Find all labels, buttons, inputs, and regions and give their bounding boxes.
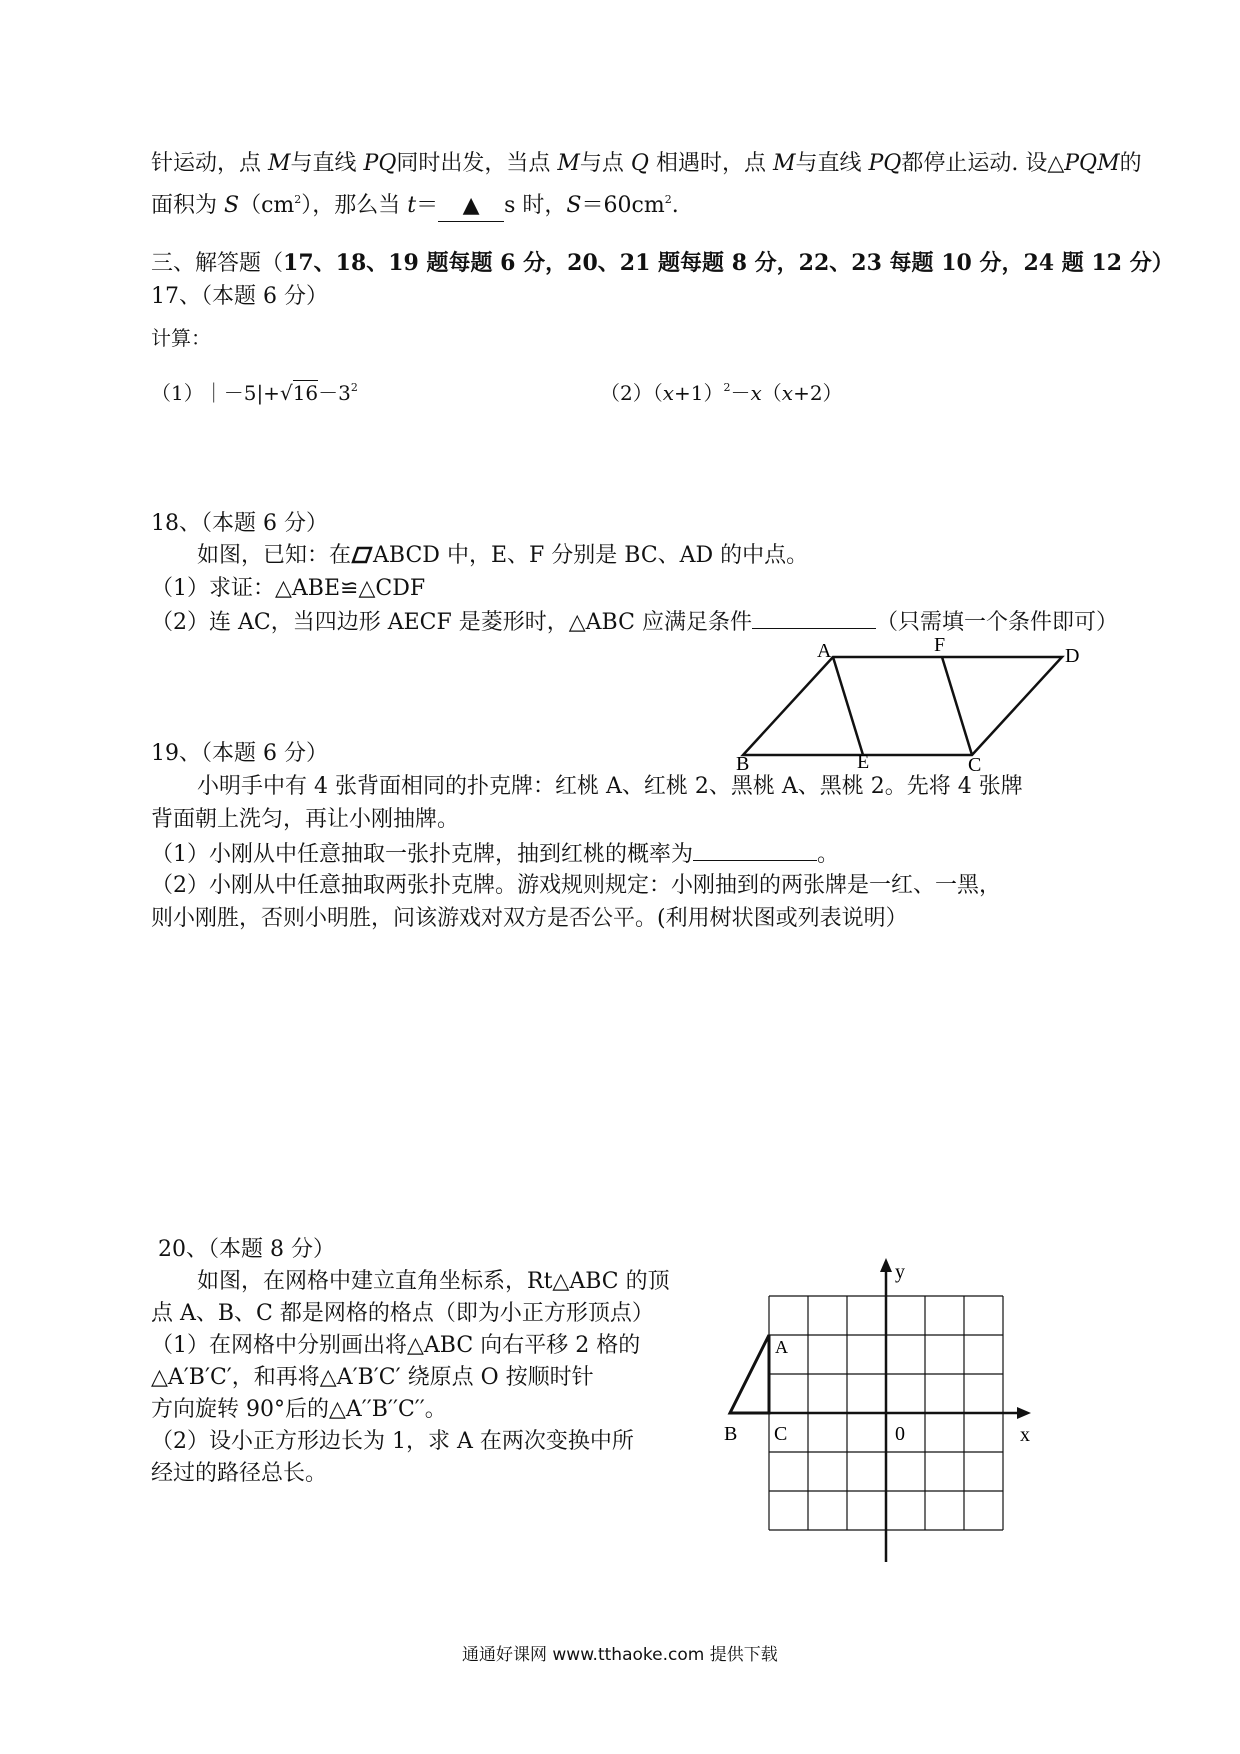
answer-blank bbox=[438, 191, 504, 222]
q20-line-1: 如图，在网格中建立直角坐标系，Rt△ABC 的顶 bbox=[197, 1269, 670, 1294]
section-3-heading: 三、解答题（17、18、19 题每题 6 分，20、21 题每题 8 分，22、23 每题 10 分，24 题 12 分） bbox=[151, 250, 1174, 276]
x-axis-arrow-icon bbox=[1017, 1407, 1031, 1419]
q16-line-1: 针运动，点 M与直线 PQ同时出发，当点 M与点 Q 相遇时，点 M与直线 PQ都停止运动. 设△PQM的 bbox=[151, 151, 1142, 176]
q18-part-2: （2）连 AC，当四边形 AECF 是菱形时，△ABC 应满足条件 （只需填一个条件即可） bbox=[151, 606, 1118, 638]
q20-line-4: △A′B′C′，和再将△A′B′C′ 绕原点 O 按顺时针 bbox=[151, 1365, 594, 1390]
footer: 通通好课网 www.tthaoke.com 提供下载 bbox=[462, 1645, 778, 1665]
q19-line-1: 小明手中有 4 张背面相同的扑克牌：红桃 A、红桃 2、黑桃 A、黑桃 2。先将 4 张牌 bbox=[197, 774, 1023, 799]
q20-line-3: （1）在网格中分别画出将△ABC 向右平移 2 格的 bbox=[151, 1333, 641, 1358]
answer-blank bbox=[693, 838, 817, 861]
label-d: D bbox=[1065, 645, 1080, 667]
label-origin: 0 bbox=[895, 1423, 905, 1445]
y-axis-arrow-icon bbox=[880, 1258, 892, 1272]
q16-line-2: 面积为 $S(cm^2)$，那么当 t＝ ▲ s 时，$S=60cm^2$. bbox=[151, 185, 679, 222]
label-c: C bbox=[968, 754, 982, 776]
sqrt-symbol: √ bbox=[279, 381, 293, 405]
q19-part-1: （1）小刚从中任意抽取一张扑克牌，抽到红桃的概率为 。 bbox=[151, 838, 839, 870]
q19-title: 19、（本题 6 分） bbox=[151, 741, 328, 766]
label-a: A bbox=[775, 1337, 788, 1357]
label-b: B bbox=[736, 753, 750, 775]
q19-line-2: 背面朝上洗匀，再让小刚抽牌。 bbox=[151, 807, 460, 832]
label-a: A bbox=[817, 640, 832, 662]
q17-part-1: $(1)|-5|+√16-3^2$ bbox=[151, 381, 358, 405]
q20-title: 20、（本题 8 分） bbox=[158, 1237, 335, 1262]
q17-part-2: $(2)(x+1)^2-x(x+2)$ bbox=[600, 381, 843, 405]
triangle-abc bbox=[730, 1335, 769, 1413]
q18-part-1: （1）求证：△ABE≌△CDF bbox=[151, 576, 426, 601]
answer-blank bbox=[752, 606, 876, 629]
q17-title: 17、（本题 6 分） bbox=[151, 284, 328, 309]
q19-part-2-b: 则小刚胜，否则小明胜，问该游戏对双方是否公平。(利用树状图或列表说明） bbox=[151, 906, 908, 931]
coordinate-grid-figure bbox=[725, 1250, 1045, 1570]
triangle-marker-icon: ▲ bbox=[462, 193, 480, 218]
label-y: y bbox=[895, 1261, 905, 1283]
segment-fc bbox=[942, 657, 972, 755]
q17-calc-label: 计算： bbox=[151, 326, 211, 350]
q20-line-5: 方向旋转 90°后的△A′′B′′C′′。 bbox=[151, 1397, 447, 1422]
parallelogram-abcd bbox=[743, 657, 1062, 755]
q20-line-2: 点 A、B、C 都是网格的格点（即为小正方形顶点） bbox=[151, 1301, 654, 1326]
parallelogram-figure bbox=[736, 634, 1080, 776]
q18-given: 如图，已知：在 ABCD 中，E、F 分别是 BC、AD 的中点。 bbox=[197, 543, 809, 568]
q20-line-7: 经过的路径总长。 bbox=[151, 1461, 328, 1486]
label-b: B bbox=[724, 1423, 738, 1445]
q19-part-2-a: （2）小刚从中任意抽取两张扑克牌。游戏规则规定：小刚抽到的两张牌是一红、一黑， bbox=[151, 873, 1001, 898]
parallelogram-icon bbox=[351, 544, 373, 564]
label-c: C bbox=[774, 1423, 788, 1445]
label-e: E bbox=[857, 751, 870, 773]
q18-title: 18、（本题 6 分） bbox=[151, 511, 328, 536]
label-x: x bbox=[1020, 1424, 1030, 1446]
label-f: F bbox=[934, 634, 946, 656]
q20-line-6: （2）设小正方形边长为 1，求 A 在两次变换中所 bbox=[151, 1429, 634, 1454]
segment-ae bbox=[833, 657, 863, 755]
